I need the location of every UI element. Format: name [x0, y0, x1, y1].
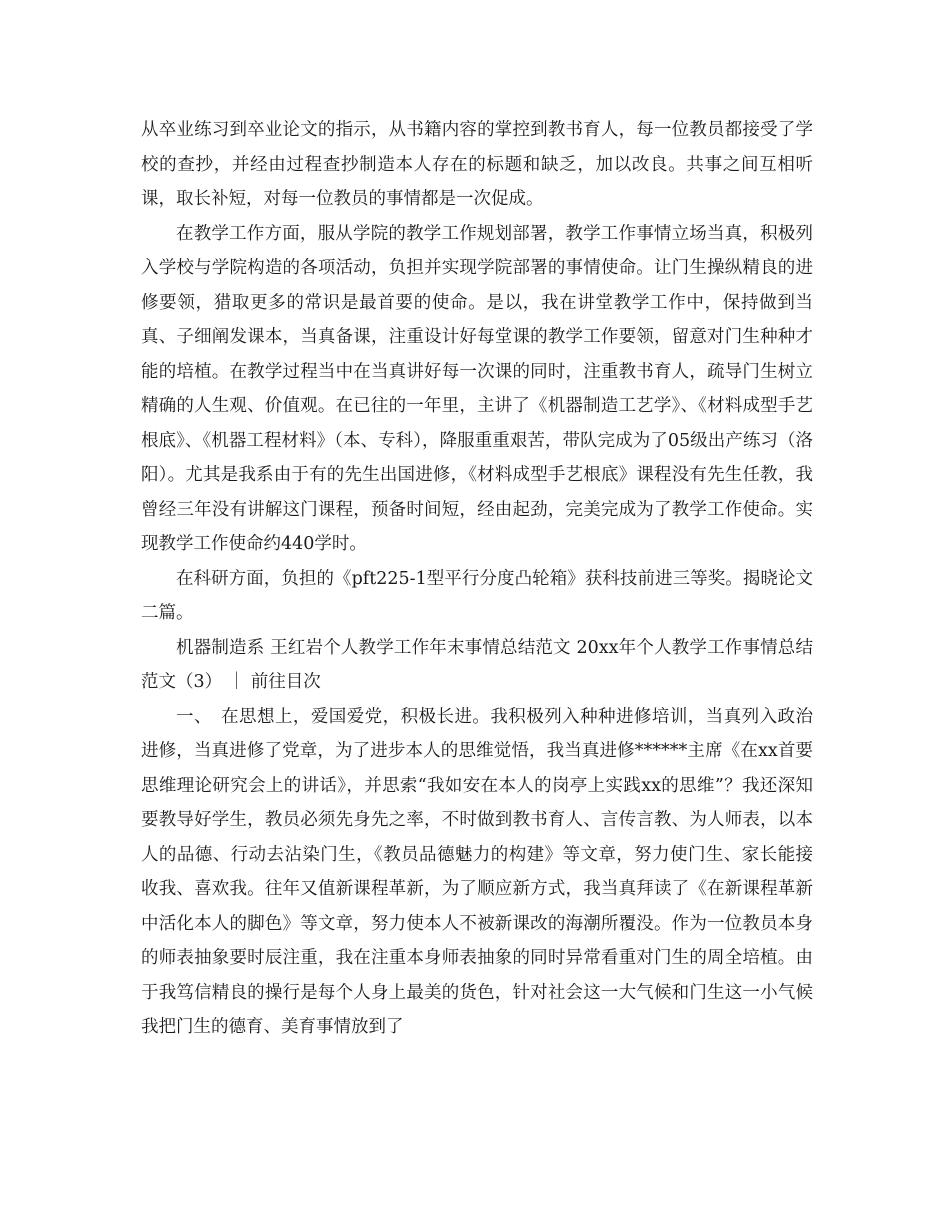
paragraph-research: 在科研方面，负担的《pft225-1型平行分度凸轮箱》获科技前进三等奖。揭晓论文二篇。 [141, 568, 813, 623]
paragraph-ideology: 一、 在思想上，爱国爱党，积极长进。我积极列入种种进修培训，当真列入政治进修，当真进修了党章，为了进步本人的思维觉悟，我当真进修******主席《在xx首要思维理论研究会上的讲话》，并思索“我如安在本人的岗亭上实践xx的思维”？我还深知要教导好学生，教员必须先身先之率，不时做到教书育人、言传言教、为人师表，以本人的品德、行动去沾染门生，《教员品德魅力的构建》等文章，努力使门生、家长能接收我、喜欢我。往年又值新课程革新，为了顺应新方式，我当真拜读了《在新课程革新中活化本人的脚色》等文章，努力使本人不被新课改的海潮所覆没。作为一位教员本身的师表抽象要时辰注重，我在注重本身师表抽象的同时异常看重对门生的周全培植。由于我笃信精良的操行是每个人身上最美的货色，针对社会这一大气候和门生这一小气候我把门生的德育、美育事情放到了 [141, 706, 813, 1037]
paragraph-continuation: 从卒业练习到卒业论文的指示，从书籍内容的掌控到教书育人，每一位教员都接受了学校的查抄，并经由过程查抄制造本人存在的标题和缺乏，加以改良。共事之间互相听课，取长补短，对每一位教员的事情都是一次促成。 [141, 120, 813, 209]
document-page [141, 113, 813, 1045]
paragraph-teaching-work: 在教学工作方面，服从学院的教学工作规划部署，教学工作事情立场当真，积极列入学校与学院构造的各项活动，负担并实现学院部署的事情使命。让门生操纵精良的进修要领，猎取更多的常识是最首要的使命。是以，我在讲堂教学工作中，保持做到当真、子细阐发课本，当真备课，注重设计好每堂课的教学工作要领，留意对门生种种才能的培植。在教学过程当中在当真讲好每一次课的同时，注重教书育人，疏导门生树立精确的人生观、价值观。在已往的一年里，主讲了《机器制造工艺学》、《材料成型手艺根底》、《机器工程材料》（本、专科），降服重重艰苦，带队完成为了05级出产练习（洛阳）。尤其是我系由于有的先生出国进修，《材料成型手艺根底》课程没有先生任教，我曾经三年没有讲解这门课程，预备时间短，经由起劲，完美完成为了教学工作使命。实现教学工作使命约440学时。 [141, 223, 813, 554]
section-heading-link: 机器制造系 王红岩个人教学工作年末事情总结范文 20xx年个人教学工作事情总结范文（3） ｜ 前往目次 [141, 637, 813, 692]
